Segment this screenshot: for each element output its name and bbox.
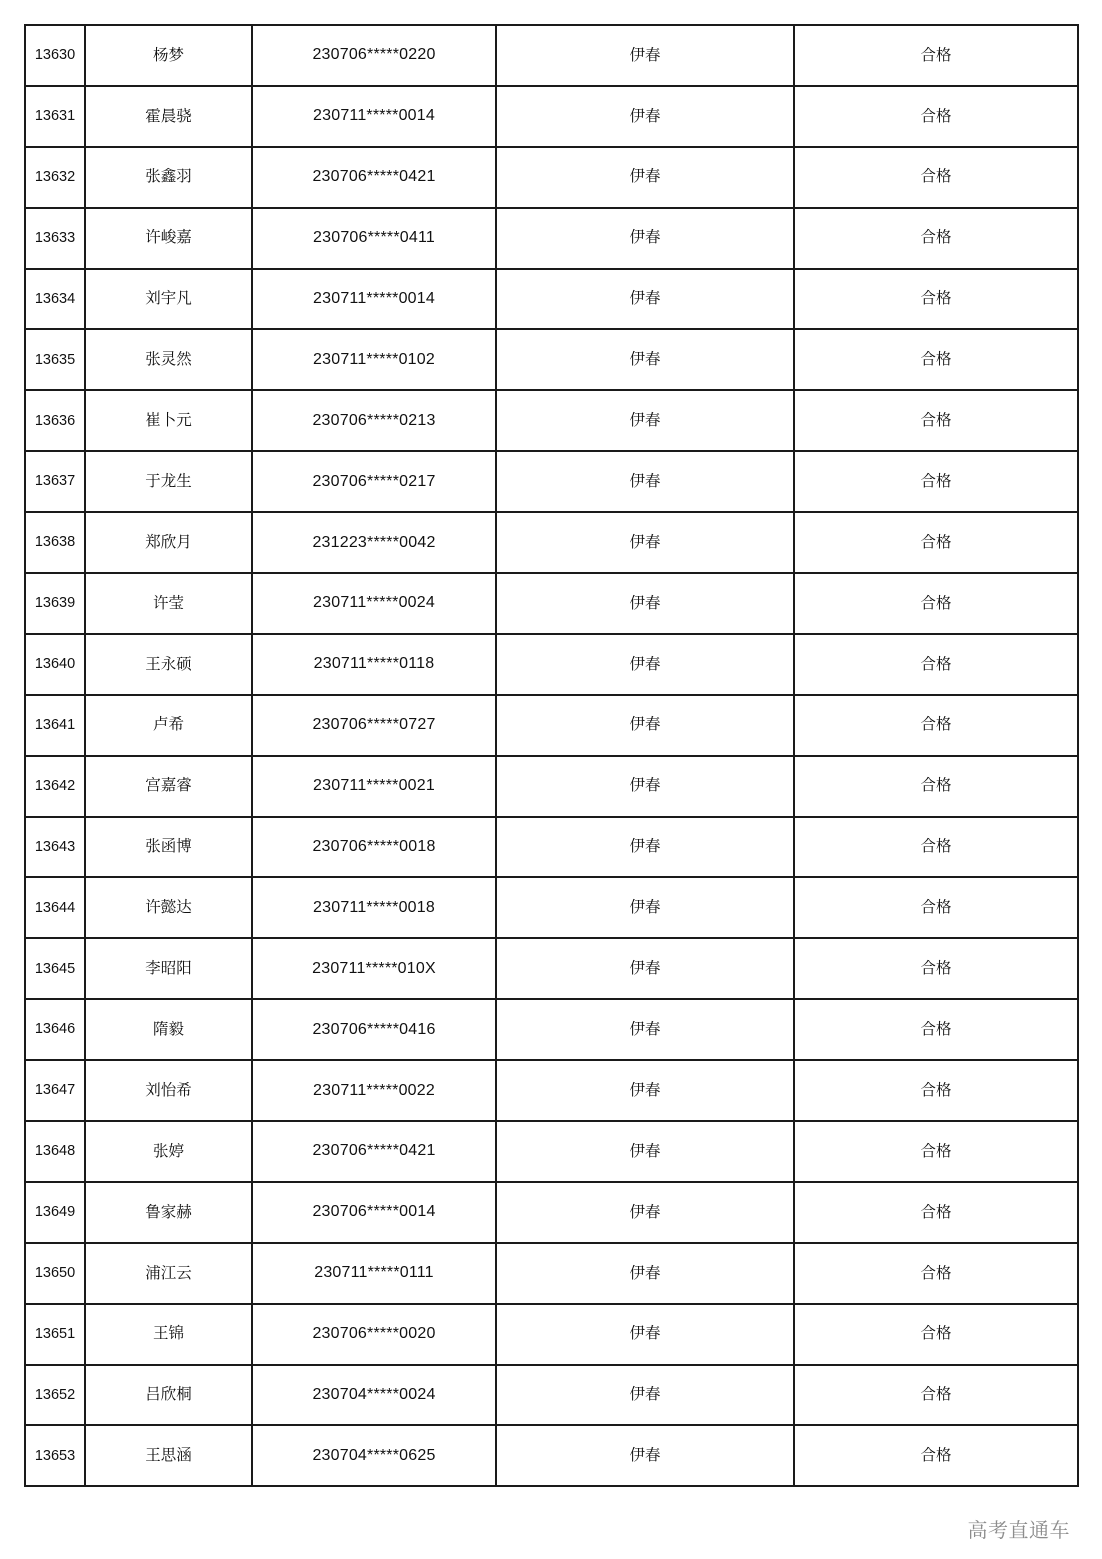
result-cell: 合格 <box>794 999 1078 1060</box>
serial-number-cell: 13645 <box>25 938 85 999</box>
result-cell: 合格 <box>794 1182 1078 1243</box>
student-name-cell: 王锦 <box>85 1304 252 1365</box>
table-row <box>25 1365 1078 1426</box>
id-number-cell: 230706*****0018 <box>252 817 496 878</box>
id-number-cell: 230706*****0213 <box>252 390 496 451</box>
serial-number-cell: 13637 <box>25 451 85 512</box>
student-name-cell: 王永硕 <box>85 634 252 695</box>
result-cell: 合格 <box>794 573 1078 634</box>
city-cell: 伊春 <box>496 1243 794 1304</box>
result-cell: 合格 <box>794 86 1078 147</box>
id-number-cell: 230711*****0018 <box>252 877 496 938</box>
watermark-text: 高考直通车 <box>964 1512 1075 1545</box>
result-cell: 合格 <box>794 512 1078 573</box>
student-name-cell: 于龙生 <box>85 451 252 512</box>
student-name-cell: 张婷 <box>85 1121 252 1182</box>
id-number-cell: 230711*****0118 <box>252 634 496 695</box>
serial-number-cell: 13632 <box>25 147 85 208</box>
id-number-cell: 230711*****0014 <box>252 86 496 147</box>
id-number-cell: 230711*****0021 <box>252 756 496 817</box>
result-cell: 合格 <box>794 1365 1078 1426</box>
result-cell: 合格 <box>794 390 1078 451</box>
city-cell: 伊春 <box>496 1060 794 1121</box>
city-cell: 伊春 <box>496 147 794 208</box>
table-row <box>25 512 1078 573</box>
city-cell: 伊春 <box>496 999 794 1060</box>
result-cell: 合格 <box>794 1425 1078 1486</box>
student-name-cell: 刘怡希 <box>85 1060 252 1121</box>
table-row <box>25 999 1078 1060</box>
serial-number-cell: 13653 <box>25 1425 85 1486</box>
serial-number-cell: 13641 <box>25 695 85 756</box>
table-row <box>25 269 1078 330</box>
serial-number-cell: 13649 <box>25 1182 85 1243</box>
city-cell: 伊春 <box>496 877 794 938</box>
student-name-cell: 霍晨骁 <box>85 86 252 147</box>
result-cell: 合格 <box>794 695 1078 756</box>
results-table <box>24 24 1079 1487</box>
id-number-cell: 230711*****0022 <box>252 1060 496 1121</box>
city-cell: 伊春 <box>496 329 794 390</box>
results-sheet <box>24 24 1077 1534</box>
serial-number-cell: 13646 <box>25 999 85 1060</box>
city-cell: 伊春 <box>496 573 794 634</box>
table-row <box>25 1304 1078 1365</box>
table-row <box>25 451 1078 512</box>
student-name-cell: 吕欣桐 <box>85 1365 252 1426</box>
table-row <box>25 1425 1078 1486</box>
student-name-cell: 郑欣月 <box>85 512 252 573</box>
student-name-cell: 卢希 <box>85 695 252 756</box>
serial-number-cell: 13639 <box>25 573 85 634</box>
serial-number-cell: 13640 <box>25 634 85 695</box>
city-cell: 伊春 <box>496 938 794 999</box>
serial-number-cell: 13636 <box>25 390 85 451</box>
table-row <box>25 877 1078 938</box>
table-row <box>25 634 1078 695</box>
result-cell: 合格 <box>794 817 1078 878</box>
id-number-cell: 230704*****0625 <box>252 1425 496 1486</box>
student-name-cell: 王思涵 <box>85 1425 252 1486</box>
city-cell: 伊春 <box>496 1121 794 1182</box>
result-cell: 合格 <box>794 1121 1078 1182</box>
result-cell: 合格 <box>794 1304 1078 1365</box>
serial-number-cell: 13648 <box>25 1121 85 1182</box>
student-name-cell: 鲁家赫 <box>85 1182 252 1243</box>
table-row <box>25 86 1078 147</box>
city-cell: 伊春 <box>496 1182 794 1243</box>
id-number-cell: 230704*****0024 <box>252 1365 496 1426</box>
student-name-cell: 张鑫羽 <box>85 147 252 208</box>
city-cell: 伊春 <box>496 451 794 512</box>
student-name-cell: 许莹 <box>85 573 252 634</box>
result-cell: 合格 <box>794 147 1078 208</box>
serial-number-cell: 13652 <box>25 1365 85 1426</box>
serial-number-cell: 13635 <box>25 329 85 390</box>
result-cell: 合格 <box>794 756 1078 817</box>
city-cell: 伊春 <box>496 756 794 817</box>
serial-number-cell: 13651 <box>25 1304 85 1365</box>
result-cell: 合格 <box>794 1060 1078 1121</box>
serial-number-cell: 13631 <box>25 86 85 147</box>
id-number-cell: 230706*****0220 <box>252 25 496 86</box>
id-number-cell: 230711*****010X <box>252 938 496 999</box>
serial-number-cell: 13633 <box>25 208 85 269</box>
serial-number-cell: 13630 <box>25 25 85 86</box>
result-cell: 合格 <box>794 1243 1078 1304</box>
table-row <box>25 1182 1078 1243</box>
student-name-cell: 李昭阳 <box>85 938 252 999</box>
result-cell: 合格 <box>794 208 1078 269</box>
city-cell: 伊春 <box>496 634 794 695</box>
student-name-cell: 张函博 <box>85 817 252 878</box>
result-cell: 合格 <box>794 451 1078 512</box>
table-row <box>25 147 1078 208</box>
id-number-cell: 230706*****0411 <box>252 208 496 269</box>
result-cell: 合格 <box>794 877 1078 938</box>
table-row <box>25 1121 1078 1182</box>
serial-number-cell: 13634 <box>25 269 85 330</box>
city-cell: 伊春 <box>496 208 794 269</box>
student-name-cell: 崔卜元 <box>85 390 252 451</box>
results-table-body <box>25 25 1078 1486</box>
result-cell: 合格 <box>794 329 1078 390</box>
table-row <box>25 329 1078 390</box>
city-cell: 伊春 <box>496 390 794 451</box>
table-row <box>25 938 1078 999</box>
id-number-cell: 230706*****0416 <box>252 999 496 1060</box>
table-row <box>25 1060 1078 1121</box>
student-name-cell: 宫嘉睿 <box>85 756 252 817</box>
table-row <box>25 817 1078 878</box>
id-number-cell: 230706*****0020 <box>252 1304 496 1365</box>
city-cell: 伊春 <box>496 695 794 756</box>
id-number-cell: 230706*****0421 <box>252 147 496 208</box>
table-row <box>25 573 1078 634</box>
city-cell: 伊春 <box>496 25 794 86</box>
table-row <box>25 1243 1078 1304</box>
city-cell: 伊春 <box>496 512 794 573</box>
id-number-cell: 230711*****0102 <box>252 329 496 390</box>
city-cell: 伊春 <box>496 269 794 330</box>
student-name-cell: 许懿达 <box>85 877 252 938</box>
student-name-cell: 隋毅 <box>85 999 252 1060</box>
id-number-cell: 230711*****0111 <box>252 1243 496 1304</box>
id-number-cell: 230711*****0014 <box>252 269 496 330</box>
table-row <box>25 756 1078 817</box>
serial-number-cell: 13647 <box>25 1060 85 1121</box>
id-number-cell: 230706*****0727 <box>252 695 496 756</box>
serial-number-cell: 13643 <box>25 817 85 878</box>
result-cell: 合格 <box>794 938 1078 999</box>
table-row <box>25 695 1078 756</box>
id-number-cell: 231223*****0042 <box>252 512 496 573</box>
serial-number-cell: 13642 <box>25 756 85 817</box>
result-cell: 合格 <box>794 269 1078 330</box>
city-cell: 伊春 <box>496 1365 794 1426</box>
city-cell: 伊春 <box>496 1425 794 1486</box>
city-cell: 伊春 <box>496 86 794 147</box>
id-number-cell: 230706*****0217 <box>252 451 496 512</box>
student-name-cell: 张灵然 <box>85 329 252 390</box>
student-name-cell: 杨梦 <box>85 25 252 86</box>
city-cell: 伊春 <box>496 1304 794 1365</box>
city-cell: 伊春 <box>496 817 794 878</box>
table-row <box>25 208 1078 269</box>
id-number-cell: 230706*****0014 <box>252 1182 496 1243</box>
table-row <box>25 25 1078 86</box>
id-number-cell: 230706*****0421 <box>252 1121 496 1182</box>
result-cell: 合格 <box>794 25 1078 86</box>
student-name-cell: 浦江云 <box>85 1243 252 1304</box>
student-name-cell: 许峻嘉 <box>85 208 252 269</box>
result-cell: 合格 <box>794 634 1078 695</box>
serial-number-cell: 13638 <box>25 512 85 573</box>
serial-number-cell: 13650 <box>25 1243 85 1304</box>
serial-number-cell: 13644 <box>25 877 85 938</box>
table-row <box>25 390 1078 451</box>
student-name-cell: 刘宇凡 <box>85 269 252 330</box>
id-number-cell: 230711*****0024 <box>252 573 496 634</box>
